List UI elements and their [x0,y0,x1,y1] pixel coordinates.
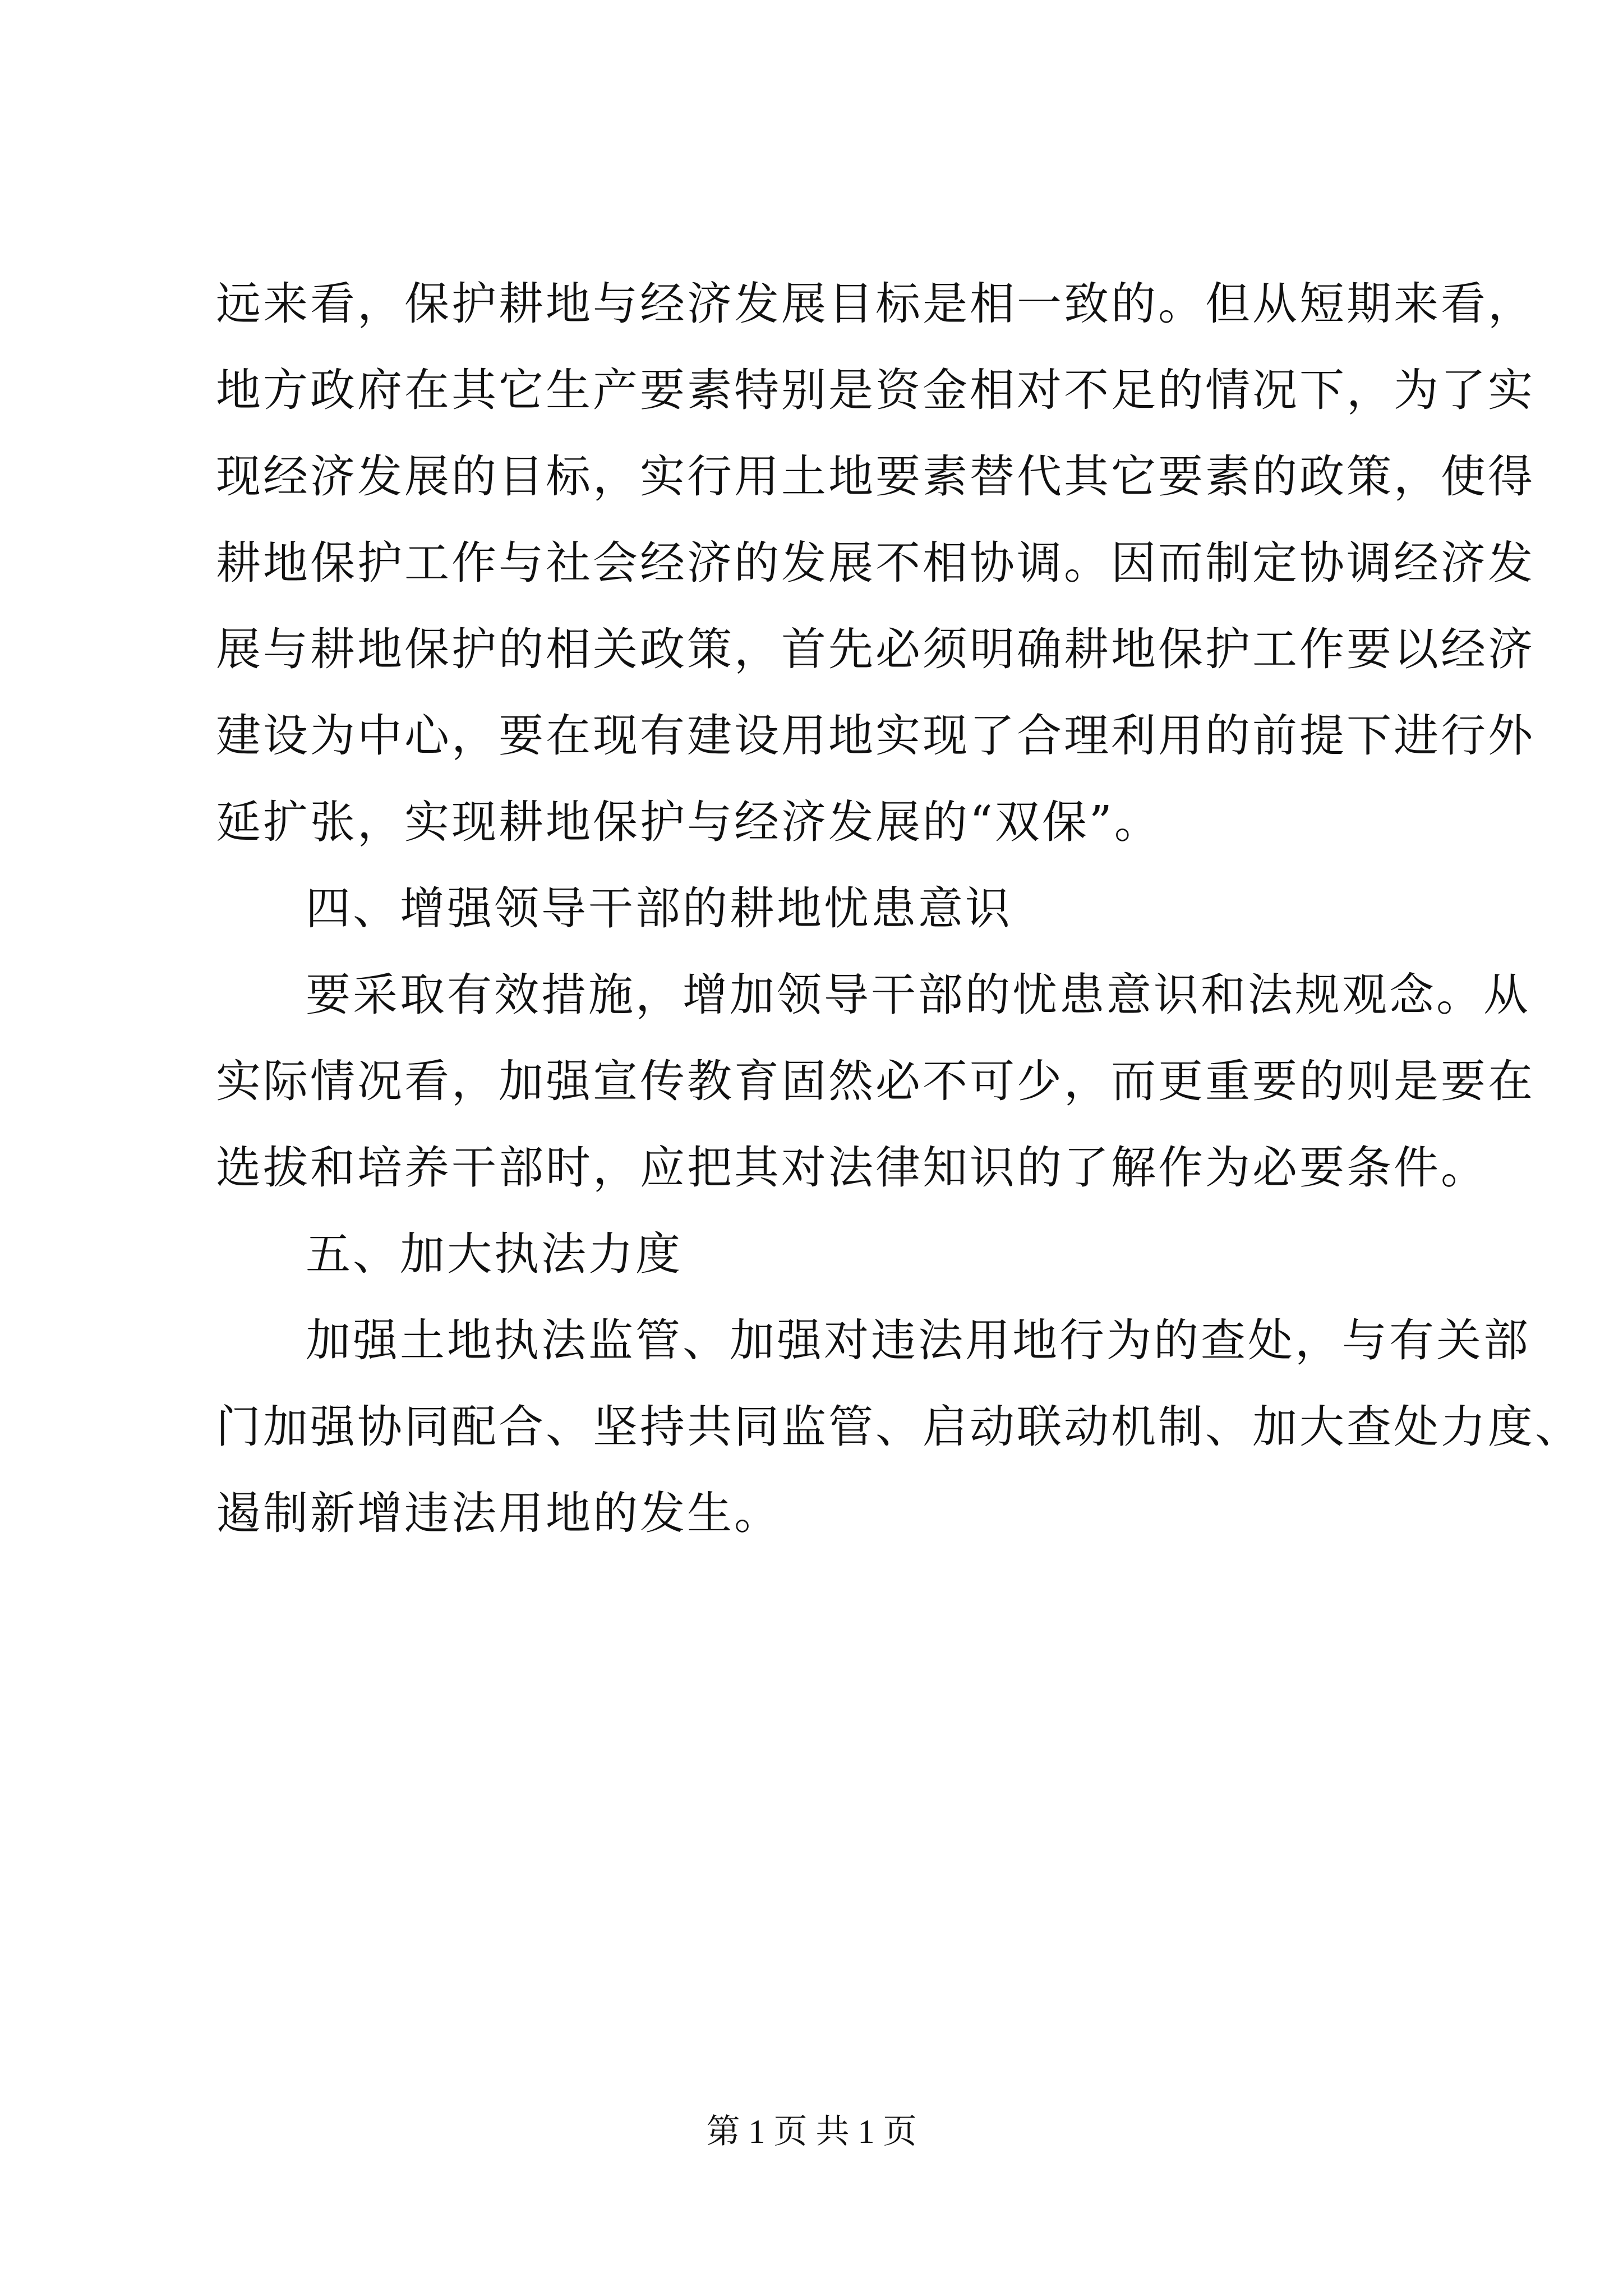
text-line: 延扩张，实现耕地保护与经济发展的“双保”。 [216,796,1161,848]
section-heading-4 [216,866,1422,952]
text-line: 展与耕地保护的相关政策，首先必须明确耕地保护工作要以经济 [216,623,1535,675]
text-line: 实际情况看，加强宣传教育固然必不可少，而更重要的则是要在 [216,1055,1535,1107]
document-body [216,261,1582,1557]
text-line: 加强土地执法监管、加强对违法用地行为的查处，与有关部 [306,1314,1530,1366]
page-number-label: 第 1 页 共 1 页 [706,2113,917,2150]
text-line: 建设为中心，要在现有建设用地实现了合理利用的前提下进行外 [216,710,1535,762]
paragraph-law-enforcement [216,1297,1582,1557]
section-heading-text: 四、增强领导干部的耕地忧患意识 [306,882,1012,935]
page-footer [0,2109,1623,2154]
text-line: 门加强协同配合、坚持共同监管、启动联动机制、加大查处力度、 [216,1401,1582,1453]
text-line: 选拔和培养干部时，应把其对法律知识的了解作为必要条件。 [216,1142,1488,1194]
continuation-paragraph [216,261,1535,866]
text-line: 耕地保护工作与社会经济的发展不相协调。因而制定协调经济发 [216,537,1535,589]
text-line: 要采取有效措施，增加领导干部的忧患意识和法规观念。从 [306,969,1530,1021]
section-heading-5 [216,1211,1422,1297]
text-line: 地方政府在其它生产要素特别是资金相对不足的情况下，为了实 [216,364,1535,416]
section-heading-text: 五、加大执法力度 [306,1228,683,1280]
paragraph-leader-awareness [216,952,1535,1211]
text-line: 现经济发展的目标，实行用土地要素替代其它要素的政策，使得 [216,450,1535,503]
text-line: 远来看，保护耕地与经济发展目标是相一致的。但从短期来看， [216,278,1535,330]
text-line: 遏制新增违法用地的发生。 [216,1487,781,1539]
